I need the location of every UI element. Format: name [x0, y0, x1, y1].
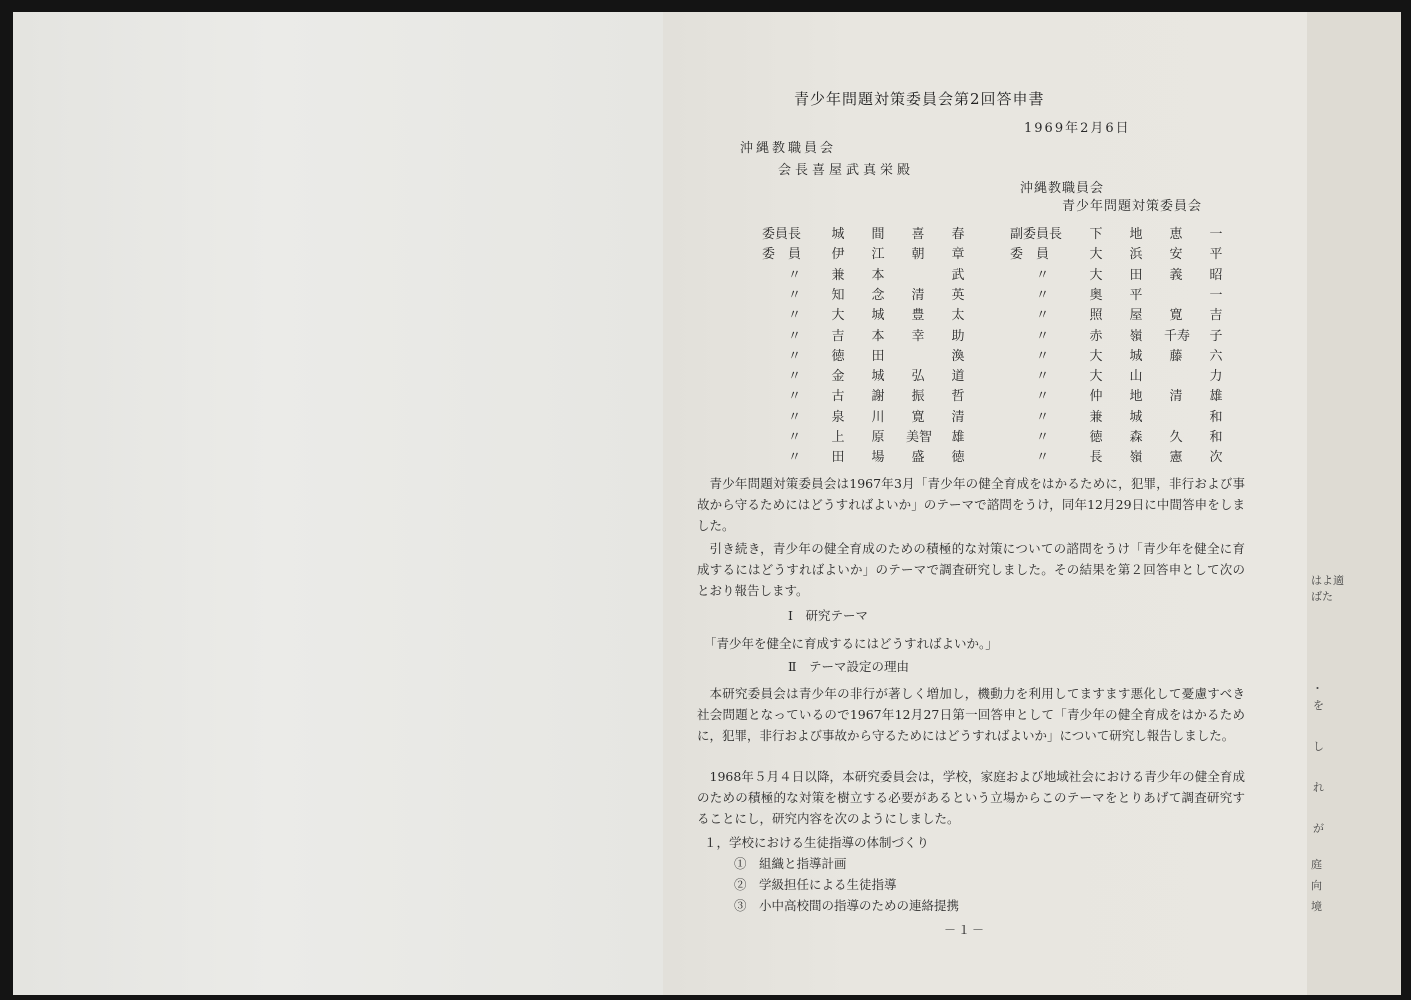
- member-name-char: 大: [1089, 369, 1103, 385]
- member-name-char: 吉: [1209, 308, 1223, 324]
- member-name-char: 屋: [1129, 308, 1143, 324]
- member-name-char: 泉: [831, 409, 845, 425]
- member-name-char: 場: [871, 450, 885, 466]
- member-name-char: 金: [831, 369, 845, 385]
- member-role: 〃: [788, 308, 802, 324]
- member-name-char: 英: [951, 287, 965, 303]
- member-name-char: 謝: [871, 389, 885, 405]
- member-name-char: 和: [1209, 409, 1223, 425]
- paragraph-2: 引き続き，青少年の健全育成のための積極的な対策についての諮問をうけ「青少年を健全に育成するにはどうすればよいか」のテーマで調査研究しました。その結果を第２回答申として次のとおり報告します。: [697, 541, 1245, 598]
- member-name-char: 兼: [1089, 409, 1103, 425]
- member-name-char: 大: [1089, 267, 1103, 283]
- back-fragment: 向: [1311, 879, 1322, 892]
- member-name-char: 久: [1169, 430, 1183, 445]
- left-blank-page: [13, 12, 663, 995]
- member-name-char: 長: [1089, 450, 1103, 466]
- member-role: 副委員長: [1010, 227, 1063, 242]
- member-name-char: 古: [831, 389, 845, 405]
- list-item: ① 組織と指導計画: [734, 856, 847, 871]
- member-role: 委 員: [1010, 247, 1050, 263]
- member-name-char: 森: [1129, 430, 1143, 445]
- member-name-char: 章: [951, 247, 965, 263]
- member-name-char: 盛: [911, 450, 925, 466]
- member-name-char: 喜: [911, 227, 925, 242]
- member-name-char: 仲: [1089, 389, 1103, 405]
- member-name-char: 徳: [831, 348, 845, 364]
- member-name-char: 大: [1089, 247, 1103, 263]
- member-role: 〃: [1036, 450, 1050, 466]
- member-name-char: 城: [1129, 409, 1143, 425]
- member-name-char: 大: [1089, 348, 1103, 364]
- member-role: 委員長: [762, 227, 802, 242]
- member-name-char: 道: [951, 369, 965, 385]
- list-heading: １，学校における生徒指導の体制づくり: [704, 835, 930, 850]
- member-role: 〃: [788, 328, 802, 344]
- member-name-char: 力: [1209, 369, 1223, 385]
- member-name-char: 本: [871, 267, 885, 283]
- document-date: 1969年2月6日: [1024, 121, 1131, 136]
- back-fragment: が: [1313, 822, 1324, 835]
- member-name-char: 哲: [951, 389, 965, 405]
- member-role: 〃: [788, 369, 802, 385]
- member-name-char: 六: [1209, 348, 1223, 364]
- member-role: 〃: [1036, 389, 1050, 405]
- member-name-char: 城: [871, 369, 885, 385]
- sender-org: 沖縄教職員会: [1020, 181, 1105, 196]
- member-name-char: 田: [1129, 267, 1143, 283]
- member-name-char: 太: [951, 308, 965, 324]
- member-name-char: 知: [831, 287, 845, 303]
- back-fragment: ・: [1312, 682, 1323, 695]
- list-item: ② 学級担任による生徒指導: [734, 877, 897, 892]
- member-role: 〃: [1036, 348, 1050, 364]
- member-name-char: 藤: [1169, 348, 1183, 364]
- member-name-char: 田: [831, 450, 845, 466]
- member-role: 〃: [788, 430, 802, 445]
- member-name-char: 平: [1209, 247, 1223, 263]
- member-role: 〃: [1036, 287, 1050, 303]
- member-role: 〃: [1036, 369, 1050, 385]
- member-name-char: 山: [1129, 369, 1143, 385]
- member-name-char: 川: [871, 409, 885, 425]
- sender-committee: 青少年問題対策委員会: [1062, 199, 1203, 214]
- member-name-char: 城: [1129, 348, 1143, 364]
- member-name-char: 原: [871, 430, 885, 445]
- member-name-char: 幸: [911, 328, 925, 344]
- member-name-char: 雄: [951, 430, 965, 445]
- member-role: 〃: [1036, 328, 1050, 344]
- member-name-char: 城: [871, 308, 885, 324]
- member-name-char: 嶺: [1129, 450, 1143, 466]
- member-role: 〃: [788, 450, 802, 466]
- member-role: 〃: [788, 389, 802, 405]
- paragraph-3: 本研究委員会は青少年の非行が著しく増加し，機動力を利用してますます悪化して憂慮すべき社会問題となっているので1967年12月27日第一回答申として「青少年の健全育成をはかるために，犯罪，非行および事故から守るためにはどうすればよいか」について研究し報告しました。: [697, 686, 1245, 743]
- member-name-char: 兼: [831, 267, 845, 283]
- section-2-title: Ⅱ テーマ設定の理由: [788, 659, 909, 674]
- member-name-char: 地: [1129, 389, 1143, 405]
- member-name-char: 奥: [1089, 287, 1103, 303]
- member-role: 〃: [1036, 308, 1050, 324]
- list-item: ③ 小中高校間の指導のための連絡提携: [734, 898, 960, 913]
- member-name-char: 千寿: [1163, 328, 1190, 344]
- member-name-char: 一: [1209, 287, 1223, 303]
- member-role: 委 員: [762, 247, 802, 263]
- document-title: 青少年問題対策委員会第2回答申書: [794, 90, 1045, 108]
- member-name-char: 朝: [911, 247, 925, 263]
- member-name-char: 嶺: [1129, 328, 1143, 344]
- member-name-char: 照: [1089, 308, 1103, 324]
- member-name-char: 振: [911, 389, 925, 405]
- member-name-char: 和: [1209, 430, 1223, 445]
- member-role: 〃: [788, 267, 802, 283]
- member-name-char: 美智: [905, 430, 932, 445]
- addressee-org: 沖縄教職員会: [740, 141, 837, 156]
- back-fragment: を: [1313, 699, 1324, 712]
- section-1-title: Ⅰ 研究テーマ: [788, 608, 868, 623]
- member-name-char: 春: [951, 227, 965, 242]
- back-fragment: 境: [1311, 900, 1322, 913]
- member-name-char: 浜: [1129, 247, 1143, 263]
- member-name-char: 江: [871, 247, 885, 263]
- section-1-text: 「青少年を健全に育成するにはどうすればよいか。」: [704, 636, 998, 651]
- member-name-char: 昭: [1209, 267, 1223, 283]
- back-fragment: 庭: [1311, 858, 1322, 871]
- member-name-char: 平: [1129, 287, 1143, 303]
- member-name-char: 清: [1169, 389, 1183, 405]
- member-name-char: 地: [1129, 227, 1143, 242]
- member-name-char: 安: [1169, 247, 1183, 263]
- member-name-char: 田: [871, 348, 885, 364]
- member-name-char: 雄: [1209, 389, 1223, 405]
- member-role: 〃: [788, 348, 802, 364]
- member-name-char: 助: [951, 328, 965, 344]
- paragraph-1: 青少年問題対策委員会は1967年3月「青少年の健全育成をはかるために，犯罪，非行および事故から守るためにはどうすればよいか」のテーマで諮問をうけ，同年12月29日に中間答申をしました。: [697, 476, 1245, 533]
- back-fragment: し: [1313, 740, 1324, 753]
- member-name-char: 豊: [911, 308, 925, 324]
- member-role: 〃: [1036, 267, 1050, 283]
- member-name-char: 下: [1089, 227, 1103, 242]
- member-role: 〃: [1036, 409, 1050, 425]
- member-name-char: 武: [951, 267, 965, 283]
- member-role: 〃: [1036, 430, 1050, 445]
- member-name-char: 弘: [911, 369, 925, 385]
- member-name-char: 寛: [911, 409, 925, 425]
- member-name-char: 恵: [1169, 227, 1183, 242]
- paragraph-4: 1968年５月４日以降，本研究委員会は，学校，家庭および地域社会における青少年の健全育成のための積極的な対策を樹立する必要があるという立場からこのテーマをとりあげて調査研究することにし，研究内容を次のようにしました。: [697, 769, 1245, 826]
- member-name-char: 赤: [1089, 328, 1103, 344]
- member-name-char: 上: [831, 430, 845, 445]
- member-name-char: 城: [831, 227, 845, 242]
- member-name-char: 一: [1209, 227, 1223, 242]
- member-name-char: 徳: [1089, 430, 1103, 445]
- member-name-char: 渙: [951, 348, 965, 364]
- member-name-char: 次: [1209, 450, 1223, 466]
- member-name-char: 憲: [1169, 450, 1183, 466]
- member-name-char: 子: [1209, 328, 1223, 344]
- underlying-back-page: [1300, 12, 1401, 995]
- member-name-char: 念: [871, 287, 885, 303]
- member-name-char: 伊: [831, 247, 845, 263]
- back-fragment: はよ適ばた: [1311, 574, 1344, 603]
- member-name-char: 義: [1169, 267, 1183, 283]
- member-role: 〃: [788, 409, 802, 425]
- back-fragment: れ: [1313, 781, 1324, 794]
- member-role: 〃: [788, 287, 802, 303]
- member-name-char: 本: [871, 328, 885, 344]
- member-name-char: 吉: [831, 328, 845, 344]
- member-name-char: 大: [831, 308, 845, 324]
- member-name-char: 寛: [1169, 308, 1183, 324]
- addressee-name: 会長喜屋武真栄殿: [778, 163, 915, 178]
- member-name-char: 清: [951, 409, 965, 425]
- page-number: －１－: [944, 923, 987, 937]
- member-name-char: 清: [911, 287, 925, 303]
- member-name-char: 間: [871, 227, 885, 242]
- member-name-char: 徳: [951, 450, 965, 466]
